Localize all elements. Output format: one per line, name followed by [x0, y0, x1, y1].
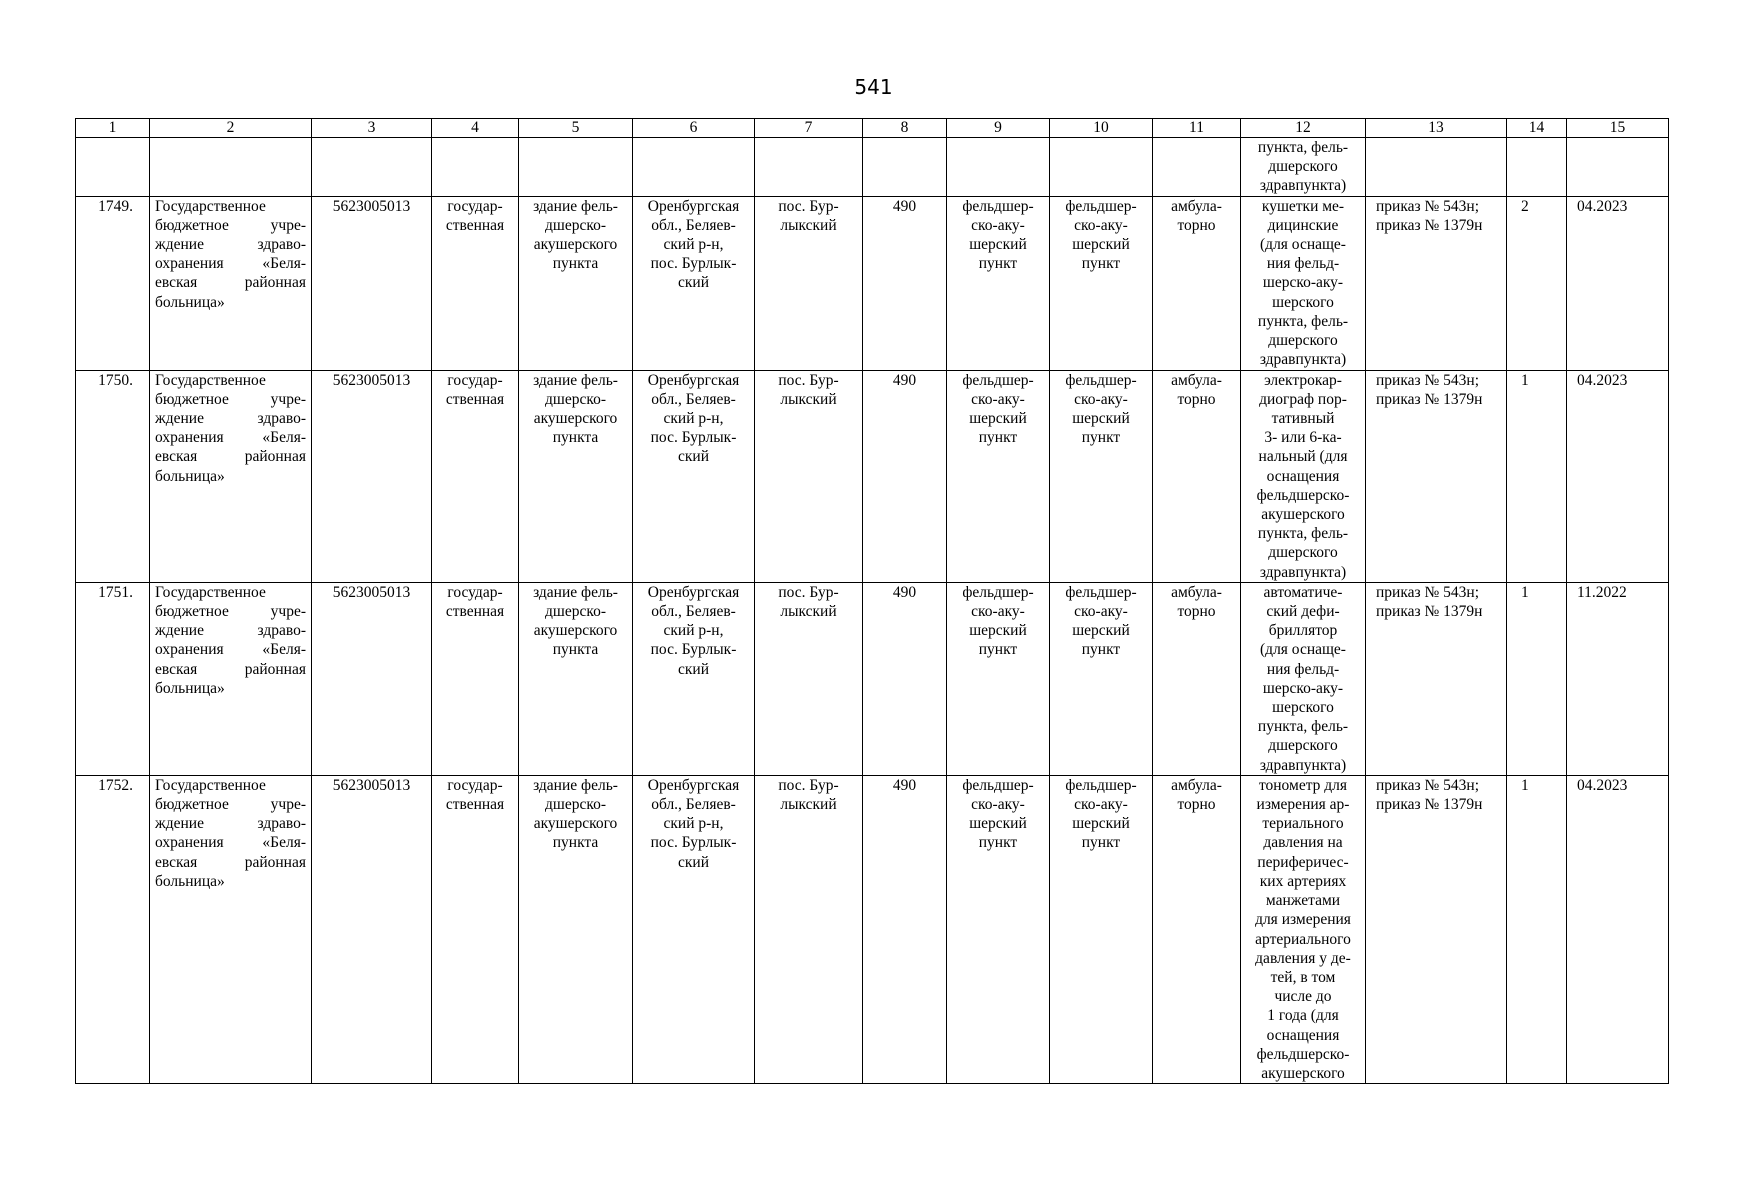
- table-row: [76, 582, 1669, 775]
- cell-order: приказ № 543н; приказ № 1379н: [1366, 370, 1507, 582]
- cell-locality: пос. Бур- лыкский: [755, 775, 863, 1083]
- cell-address: Оренбургская обл., Беляев- ский р-н, пос. Бурлык- ский: [633, 196, 755, 370]
- cell-order: приказ № 543н; приказ № 1379н: [1366, 582, 1507, 775]
- organization-line: охранения «Беля-: [155, 834, 306, 852]
- cell-type2: фельдшер- ско-аку- шерский пункт: [1050, 775, 1153, 1083]
- cell-equipment: пункта, фель- дшерского здравпункта): [1241, 138, 1366, 197]
- organization-line: охранения «Беля-: [155, 429, 306, 447]
- column-number-12: 12: [1241, 119, 1366, 138]
- cell-inn: 5623005013: [312, 775, 432, 1083]
- column-number-11: 11: [1153, 119, 1241, 138]
- cell-locality: пос. Бур- лыкский: [755, 582, 863, 775]
- column-number-10: 10: [1050, 119, 1153, 138]
- column-number-13: 13: [1366, 119, 1507, 138]
- cell-inn: 5623005013: [312, 370, 432, 582]
- cell-locality: пос. Бур- лыкский: [755, 370, 863, 582]
- organization-line: ждение здраво-: [155, 236, 306, 254]
- organization-line: ждение здраво-: [155, 815, 306, 833]
- cell-building: здание фель- дшерско- акушерского пункта: [519, 196, 633, 370]
- cell-type2: фельдшер- ско-аку- шерский пункт: [1050, 370, 1153, 582]
- cell-equipment: тонометр для измерения ар- териального давления на периферичес- ких артериях манжетами для измерения артериального давления у де- тей, в том числе до 1 года (для оснащения фельдшерско- акушерского: [1241, 775, 1366, 1083]
- organization-line: бюджетное учре-: [155, 796, 306, 814]
- cell-building: [519, 138, 633, 197]
- continuation-row: [76, 138, 1669, 197]
- cell-address: Оренбургская обл., Беляев- ский р-н, пос. Бурлык- ский: [633, 582, 755, 775]
- cell-ownership: государ- ственная: [432, 775, 519, 1083]
- cell-qty: 1: [1507, 582, 1567, 775]
- cell-organization: [150, 370, 312, 582]
- organization-line: Государственное: [155, 776, 266, 794]
- column-number-15: 15: [1567, 119, 1669, 138]
- cell-code: 490: [863, 370, 947, 582]
- cell-organization: [150, 196, 312, 370]
- cell-date: [1567, 138, 1669, 197]
- cell-organization: [150, 138, 312, 197]
- cell-type1: фельдшер- ско-аку- шерский пункт: [947, 370, 1050, 582]
- table-row: [76, 196, 1669, 370]
- cell-num: 1750.: [76, 370, 150, 582]
- cell-building: здание фель- дшерско- акушерского пункта: [519, 582, 633, 775]
- cell-qty: [1507, 138, 1567, 197]
- organization-line: евская районная: [155, 448, 306, 466]
- cell-order: [1366, 138, 1507, 197]
- organization-line: охранения «Беля-: [155, 255, 306, 273]
- cell-order: приказ № 543н; приказ № 1379н: [1366, 775, 1507, 1083]
- organization-line: больница»: [155, 679, 225, 697]
- cell-type2: фельдшер- ско-аку- шерский пункт: [1050, 196, 1153, 370]
- cell-ownership: государ- ственная: [432, 582, 519, 775]
- column-number-14: 14: [1507, 119, 1567, 138]
- organization-line: ждение здраво-: [155, 622, 306, 640]
- cell-inn: [312, 138, 432, 197]
- cell-code: [863, 138, 947, 197]
- cell-date: 04.2023: [1567, 196, 1669, 370]
- registry-table: [75, 118, 1669, 1084]
- cell-code: 490: [863, 775, 947, 1083]
- cell-type1: фельдшер- ско-аку- шерский пункт: [947, 775, 1050, 1083]
- cell-code: 490: [863, 196, 947, 370]
- cell-care: амбула- торно: [1153, 582, 1241, 775]
- organization-line: евская районная: [155, 274, 306, 292]
- cell-equipment: электрокар- диограф пор- тативный 3- или 6-ка- нальный (для оснащения фельдшерско- акушерского пункта, фель- дшерского здравпункта): [1241, 370, 1366, 582]
- column-number-5: 5: [519, 119, 633, 138]
- organization-line: Государственное: [155, 583, 266, 601]
- cell-ownership: [432, 138, 519, 197]
- cell-care: амбула- торно: [1153, 370, 1241, 582]
- column-number-4: 4: [432, 119, 519, 138]
- cell-date: 11.2022: [1567, 582, 1669, 775]
- cell-locality: [755, 138, 863, 197]
- cell-organization: [150, 582, 312, 775]
- cell-order: приказ № 543н; приказ № 1379н: [1366, 196, 1507, 370]
- organization-line: бюджетное учре-: [155, 390, 306, 408]
- organization-line: больница»: [155, 872, 225, 890]
- cell-num: 1751.: [76, 582, 150, 775]
- cell-ownership: государ- ственная: [432, 370, 519, 582]
- cell-type1: фельдшер- ско-аку- шерский пункт: [947, 582, 1050, 775]
- table-row: [76, 370, 1669, 582]
- cell-organization: [150, 775, 312, 1083]
- column-number-3: 3: [312, 119, 432, 138]
- column-number-7: 7: [755, 119, 863, 138]
- cell-type1: [947, 138, 1050, 197]
- table-row: [76, 775, 1669, 1083]
- cell-care: [1153, 138, 1241, 197]
- cell-type2: [1050, 138, 1153, 197]
- cell-equipment: автоматиче- ский дефи- бриллятор (для оснаще- ния фельд- шерско-аку- шерского пункта, фель- дшерского здравпункта): [1241, 582, 1366, 775]
- cell-care: амбула- торно: [1153, 196, 1241, 370]
- column-number-9: 9: [947, 119, 1050, 138]
- page-number: 541: [854, 75, 893, 99]
- organization-line: больница»: [155, 467, 225, 485]
- column-number-6: 6: [633, 119, 755, 138]
- cell-date: 04.2023: [1567, 775, 1669, 1083]
- organization-line: бюджетное учре-: [155, 216, 306, 234]
- cell-ownership: государ- ственная: [432, 196, 519, 370]
- cell-date: 04.2023: [1567, 370, 1669, 582]
- organization-line: евская районная: [155, 853, 306, 871]
- organization-line: охранения «Беля-: [155, 641, 306, 659]
- organization-line: ждение здраво-: [155, 410, 306, 428]
- cell-address: Оренбургская обл., Беляев- ский р-н, пос. Бурлык- ский: [633, 370, 755, 582]
- cell-inn: 5623005013: [312, 196, 432, 370]
- organization-line: Государственное: [155, 197, 266, 215]
- cell-code: 490: [863, 582, 947, 775]
- cell-qty: 1: [1507, 370, 1567, 582]
- organization-line: больница»: [155, 293, 225, 311]
- header-row: [76, 119, 1669, 138]
- cell-locality: пос. Бур- лыкский: [755, 196, 863, 370]
- cell-num: [76, 138, 150, 197]
- cell-equipment: кушетки ме- дицинские (для оснаще- ния фельд- шерско-аку- шерского пункта, фель- дшерского здравпункта): [1241, 196, 1366, 370]
- cell-address: [633, 138, 755, 197]
- cell-qty: 2: [1507, 196, 1567, 370]
- cell-num: 1749.: [76, 196, 150, 370]
- cell-type2: фельдшер- ско-аку- шерский пункт: [1050, 582, 1153, 775]
- organization-line: евская районная: [155, 660, 306, 678]
- cell-inn: 5623005013: [312, 582, 432, 775]
- cell-num: 1752.: [76, 775, 150, 1083]
- cell-building: здание фель- дшерско- акушерского пункта: [519, 370, 633, 582]
- cell-address: Оренбургская обл., Беляев- ский р-н, пос. Бурлык- ский: [633, 775, 755, 1083]
- column-number-8: 8: [863, 119, 947, 138]
- organization-line: Государственное: [155, 371, 266, 389]
- cell-type1: фельдшер- ско-аку- шерский пункт: [947, 196, 1050, 370]
- organization-line: бюджетное учре-: [155, 603, 306, 621]
- cell-building: здание фель- дшерско- акушерского пункта: [519, 775, 633, 1083]
- column-number-1: 1: [76, 119, 150, 138]
- column-number-2: 2: [150, 119, 312, 138]
- cell-care: амбула- торно: [1153, 775, 1241, 1083]
- cell-qty: 1: [1507, 775, 1567, 1083]
